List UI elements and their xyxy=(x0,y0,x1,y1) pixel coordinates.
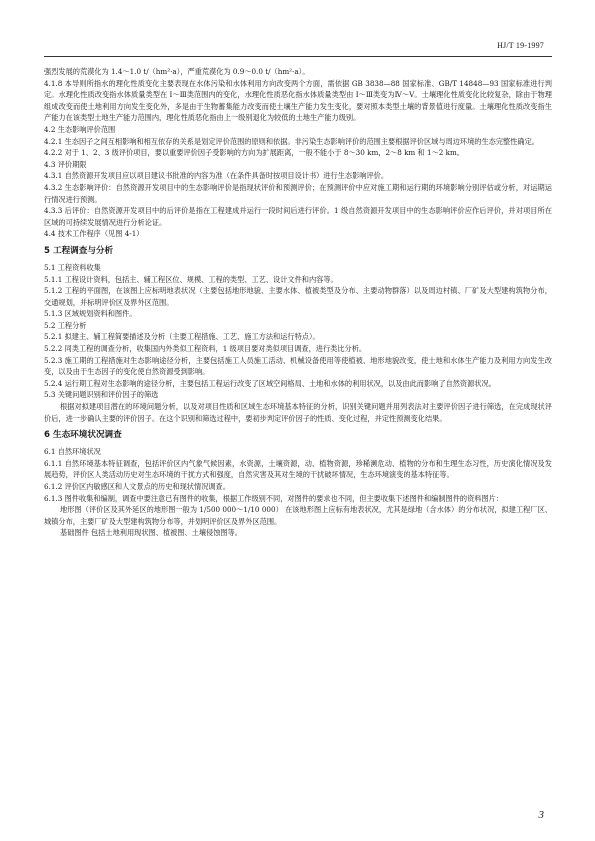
body-paragraph: 5.3 关键问题识别和评价因子的筛选 xyxy=(44,390,159,400)
section-heading: 6 生态环境状况调查 xyxy=(44,430,122,441)
body-paragraph: 6.1.2 评价区内敏感区和人文景点的历史和现状情况调查。 xyxy=(44,482,230,491)
page-number: 3 xyxy=(538,809,544,821)
body-paragraph: 5.2.2 同类工程的调查分析，收集国内外类似工程资料，1 级项目要对类似项目调查，进行类比分析。 xyxy=(44,344,367,354)
section-heading: 5 工程调查与分析 xyxy=(44,245,114,256)
body-paragraph: 6.1.3 图件收集和编制，调查中要注意已有图件的收集，根据工作级别不同，对图件的要求也不同，但主要收集下述图件和编制图件的资料图片： xyxy=(44,493,504,503)
body-paragraph: 基础图件 包括土地利用现状图、植被图、土壤侵蚀图等。 xyxy=(60,528,242,538)
header-divider xyxy=(44,56,552,57)
body-paragraph: 5.1.3 区域规划资料和图件。 xyxy=(44,309,137,319)
body-paragraph: 4.1.8 本导则所指水的理化性质变化主要表现在水体污染和水体利用方向改变两个方面，需依据 GB 3838—88 国家标准、GB/T 14848—93 国家标准进行判定。水理化性质改变指水体质量类型在 Ⅰ～Ⅲ类范围内的变化，水理化性质恶化指水体质量类型由 Ⅰ～Ⅲ类变为Ⅳ～Ⅴ。土壤理化性质变化比较复杂，除由于物理组成改变而使土地利用方向发生变化外，多是由于生物蓄集能力改变而使土壤生产能力发生变化，要对照本类型土壤的背景值进行度量。土壤理化性质改变指生产能力在该类型土地生产能力范围内，理化性质恶化指由上一级别退化为较低的土地生产能力级别。 xyxy=(44,78,552,123)
body-paragraph: 4.3.3 后评价：自然资源开发项目中的后评价是指在工程建成并运行一段时间后进行评价。1 级自然资源开发项目中的生态影响评价应作后评价，并对项目所在区域的可持续发展情况进行分析论证。 xyxy=(44,206,552,227)
body-paragraph: 4.2.2 对于 1、2、3 级评价项目，要以重要评价因子受影响的方向为扩展距离，一般不能小于 8～30 km，2～8 km 和 1～2 km。 xyxy=(44,148,464,158)
body-paragraph: 5.2.1 拟建主、辅工程简要描述及分析（主要工程措施、工艺、施工方法和运行特点）。 xyxy=(44,332,320,342)
standard-code: HJ/T 19-1997 xyxy=(497,41,544,50)
body-paragraph: 6.1 自然环境状况 xyxy=(44,447,101,457)
body-paragraph: 4.3.2 生态影响评价：自然资源开发项目中的生态影响评价是指现状评价和预测评价；在预测评价中应对施工期和运行期的环境影响分别评估或分析，对运期运行情况进行预测。 xyxy=(44,182,552,204)
body-paragraph: 5.1.1 工程设计资料，包括主、辅工程区位、规模、工程的类型、工艺、设计文件和内容等。 xyxy=(44,274,338,284)
body-paragraph: 5.2.4 运行期工程对生态影响的途径分析，主要包括工程运行改变了区域空间格局、土地和水体的利用状况，以及由此而影响了自然资源状况。 xyxy=(44,378,496,388)
body-paragraph: 地形图（评价区及其外延区的地形图一般为 1/500 000～1/10 000） 在该地形图上应标有地表状况，尤其是绿地（含水体）的分布状况，拟建工程厂区、城镇分布，主要厂矿及大型建构筑物分布等，并划明评价区及界外区范围。 xyxy=(44,505,552,526)
body-paragraph: 4.3 评价期限 xyxy=(44,159,87,169)
body-paragraph: 4.2.1 生态因子之间互相影响和相互依存的关系是划定评价范围的原则和依据。非污染生态影响评价的范围主要根据评价区域与周边环境的生态完整性确定。 xyxy=(44,136,539,146)
body-paragraph: 强烈发展的荒漠化为 1.4～1.0 t/（hm²·a），严重荒漠化为 0.9～0.0 t/（hm²·a）。 xyxy=(44,67,310,76)
body-paragraph: 5.2 工程分析 xyxy=(44,320,87,330)
body-paragraph: 4.3.1 自然资源开发项目应以项目建议书批准的内容为准（在条件具备时按项目设计书）进行生态影响评价。 xyxy=(44,171,389,181)
body-paragraph: 根据对拟建项目潜在的环境问题分析，以及对项目性质和区域生态环境基本特征的分析，识别关键问题并用列表法对主要评价因子进行筛选，在完成现状评价后，进一步确认主要的评价因子。在这个识别和筛选过程中，要初步判定评价因子的性质、变化过程，并定性预测变化结果。 xyxy=(44,402,552,423)
document-body xyxy=(44,66,552,539)
body-paragraph: 6.1.1 自然环境基本特征调查，包括评价区内气象气候因素，水资源，土壤资源，动、植物资源，珍稀濒危动、植物的分布和生理生态习性，历史演化情况及发展趋势，评价区人类活动历史对生态环境的干扰方式和强度，自然灾害及其对生境的干扰破坏情况，生态环境演变的基本特征等。 xyxy=(44,458,552,480)
body-paragraph: 4.4 技术工作程序（见图 4-1） xyxy=(44,229,144,239)
body-paragraph: 5.2.3 施工期的工程措施对生态影响途径分析，主要包括施工人员施工活动、机械设备使用等使植被、地形地貌改变，使土地和水体生产能力及利用方向发生改变，以及由于生态因子的变化使自然资源受到影响。 xyxy=(44,355,552,377)
body-paragraph: 5.1.2 工程的平面图，在该图上应标明地表状况（主要包括地形地貌、主要水体、植被类型及分布、主要动物群落）以及周边村镇、厂矿及大型建构筑物分布，交通规划，并标明评价区及界外区范围。 xyxy=(44,286,552,307)
body-paragraph: 4.2 生态影响评价范围 xyxy=(44,124,116,134)
body-paragraph: 5.1 工程资料收集 xyxy=(44,262,101,272)
